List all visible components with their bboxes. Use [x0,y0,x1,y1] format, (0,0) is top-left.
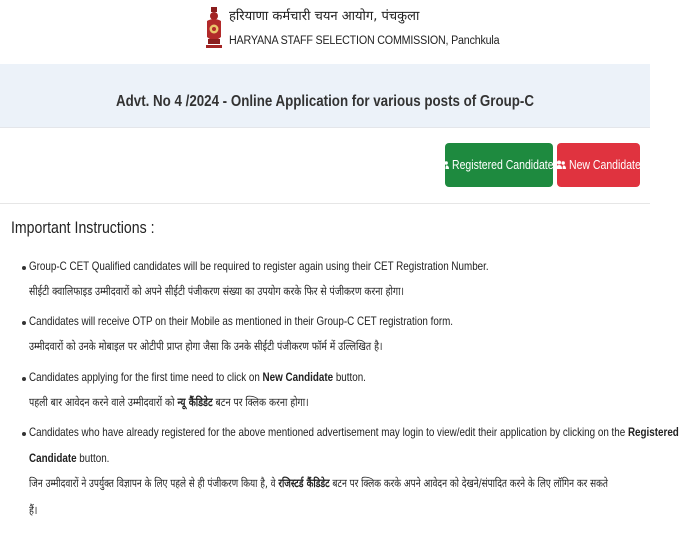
new-candidate-button[interactable] [557,143,640,187]
instruction-4-hindi-line1: जिन उम्मीदवारों ने उपर्युक्त विज्ञापन के लिए पहले से ही पंजीकरण किया है, वे रजिस्टर्ड कैंडिडेट बटन पर क्लिक करके अपने आवेदन को देखने/संपादित करने के लिए लॉगिन कर सकते [29,476,608,490]
org-name-hindi: हरियाणा कर्मचारी चयन आयोग, पंचकुला [229,9,420,24]
bullet-dot [22,432,26,436]
instructions-heading: Important Instructions : [11,218,155,237]
org-name-english: HARYANA STAFF SELECTION COMMISSION, Panchkula [229,35,500,47]
instruction-4-english-line2: Candidate button. [29,451,110,465]
instruction-2-hindi: उम्मीदवारों को उनके मोबाइल पर ओटीपी प्राप्त होगा जैसा कि उनके सीईटी पंजीकरण फॉर्म में उल्लिखित है। [29,339,383,353]
bullet-dot [22,377,26,381]
registered-candidate-button[interactable] [445,143,553,187]
site-header [0,0,650,64]
instruction-1-english: Group-C CET Qualified candidates will be required to register again using their CET Registration Number. [29,259,489,273]
users-icon [439,160,449,170]
card-divider [0,203,650,204]
page-title: Advt. No 4 /2024 - Online Application for various posts of Group-C [116,93,534,110]
bullet-dot [22,266,26,270]
registered-candidate-label: Registered Candidate [452,158,554,172]
instruction-2-english: Candidates will receive OTP on their Mobile as mentioned in their Group-C CET registration form. [29,314,454,328]
instruction-1-hindi: सीईटी क्वालिफाइड उम्मीदवारों को अपने सीईटी पंजीकरण संख्या का उपयोग करके फिर से पंजीकरण करना होगा। [29,284,404,298]
bullet-dot [22,321,26,325]
instruction-3-english: Candidates applying for the first time need to click on New Candidate button. [29,370,366,384]
instruction-4-english-line1: Candidates who have already registered for the above mentioned advertisement may login to view/edit their application by clicking on the Registered [29,425,679,439]
instruction-4-hindi-line2: हैं। [29,503,38,517]
new-candidate-label: New Candidate [569,158,642,172]
hssc-emblem-icon [204,7,224,53]
users-icon [556,160,566,170]
instruction-3-hindi: पहली बार आवेदन करने वाले उम्मीदवारों को न्यू कैंडिडेट बटन पर क्लिक करना होगा। [29,395,309,409]
